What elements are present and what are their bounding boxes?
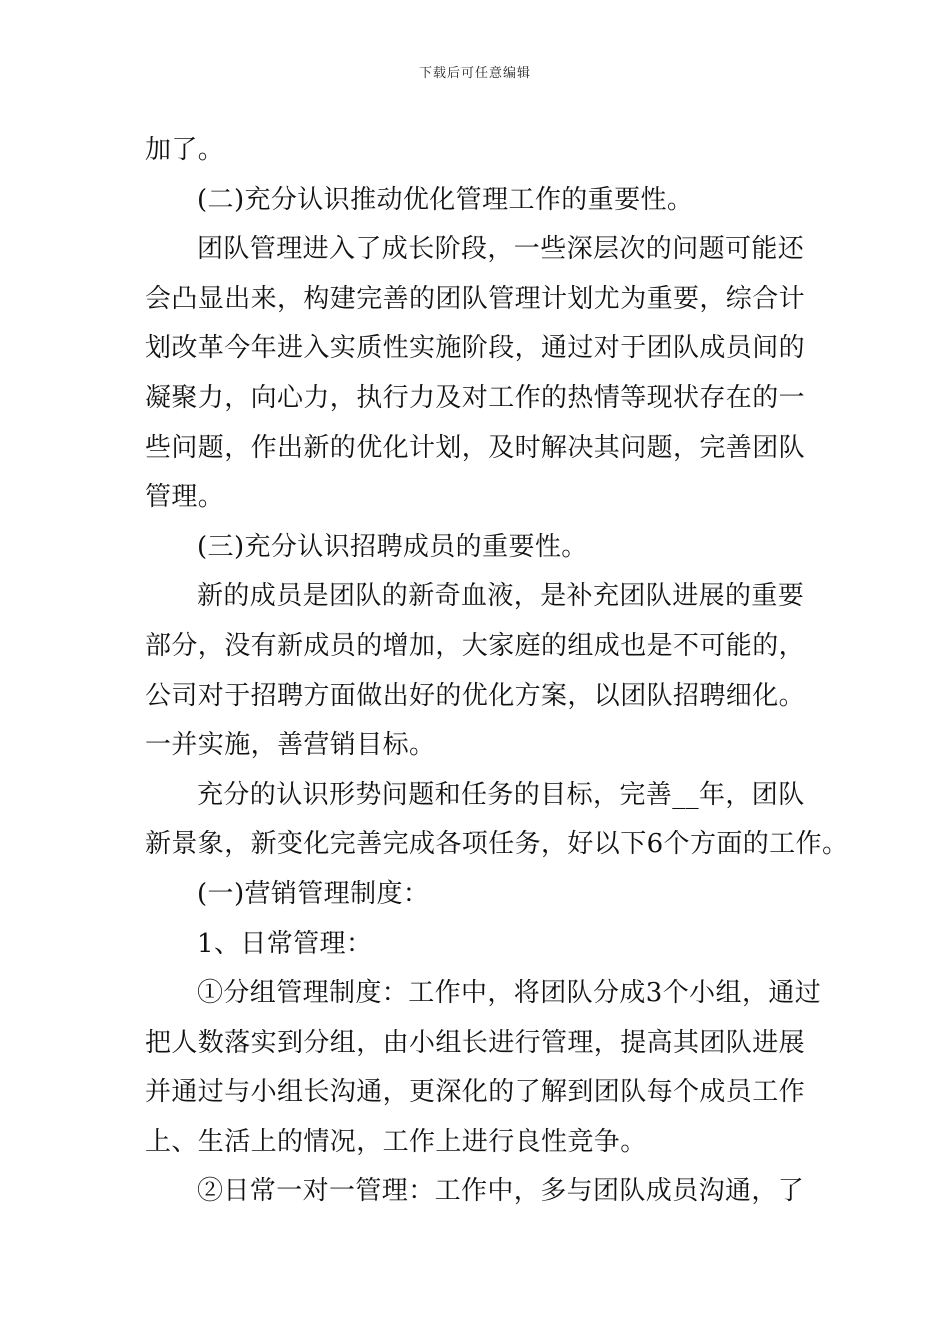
text-line: 1、日常管理： xyxy=(197,928,373,959)
text-line: 些问题，作出新的优化计划，及时解决其问题，完善团队 xyxy=(145,432,806,463)
text-line: 管理。 xyxy=(145,482,225,513)
text-line: 新的成员是团队的新奇血液，是补充团队进展的重要 xyxy=(197,581,805,612)
document-body xyxy=(145,126,849,1217)
text-line: 加了。 xyxy=(145,135,225,165)
text-line: 把人数落实到分组，由小组长进行管理，提高其团队进展 xyxy=(145,1027,806,1058)
text-line: (一)营销管理制度： xyxy=(197,878,430,909)
text-line: 一并实施，善营销目标。 xyxy=(145,730,436,761)
text-line: ②日常一对一管理：工作中，多与团队成员沟通，了 xyxy=(197,1176,805,1207)
text-line: 新景象，新变化完善完成各项任务，好以下6个方面的工作。 xyxy=(145,829,849,860)
text-line: (三)充分认识招聘成员的重要性。 xyxy=(197,531,588,562)
text-line: 凝聚力，向心力，执行力及对工作的热情等现状存在的一 xyxy=(145,382,806,413)
page-header: 下载后可任意编辑 xyxy=(418,66,531,81)
text-line: 团队管理进入了成长阶段，一些深层次的问题可能还 xyxy=(197,234,805,265)
text-line: 部分，没有新成员的增加，大家庭的组成也是不可能的， xyxy=(145,630,806,661)
text-line: 充分的认识形势问题和任务的目标，完善__年，团队 xyxy=(197,779,805,810)
text-line: 并通过与小组长沟通，更深化的了解到团队每个成员工作 xyxy=(145,1077,806,1108)
text-line: (二)充分认识推动优化管理工作的重要性。 xyxy=(197,184,694,215)
text-line: 会凸显出来，构建完善的团队管理计划尤为重要，综合计 xyxy=(145,283,806,314)
text-line: ①分组管理制度：工作中，将团队分成3个小组，通过 xyxy=(197,978,822,1009)
text-line: 公司对于招聘方面做出好的优化方案，以团队招聘细化。 xyxy=(145,680,806,711)
text-line: 上、生活上的情况，工作上进行良性竞争。 xyxy=(145,1126,647,1157)
text-line: 划改革今年进入实质性实施阶段，通过对于团队成员间的 xyxy=(145,333,806,364)
